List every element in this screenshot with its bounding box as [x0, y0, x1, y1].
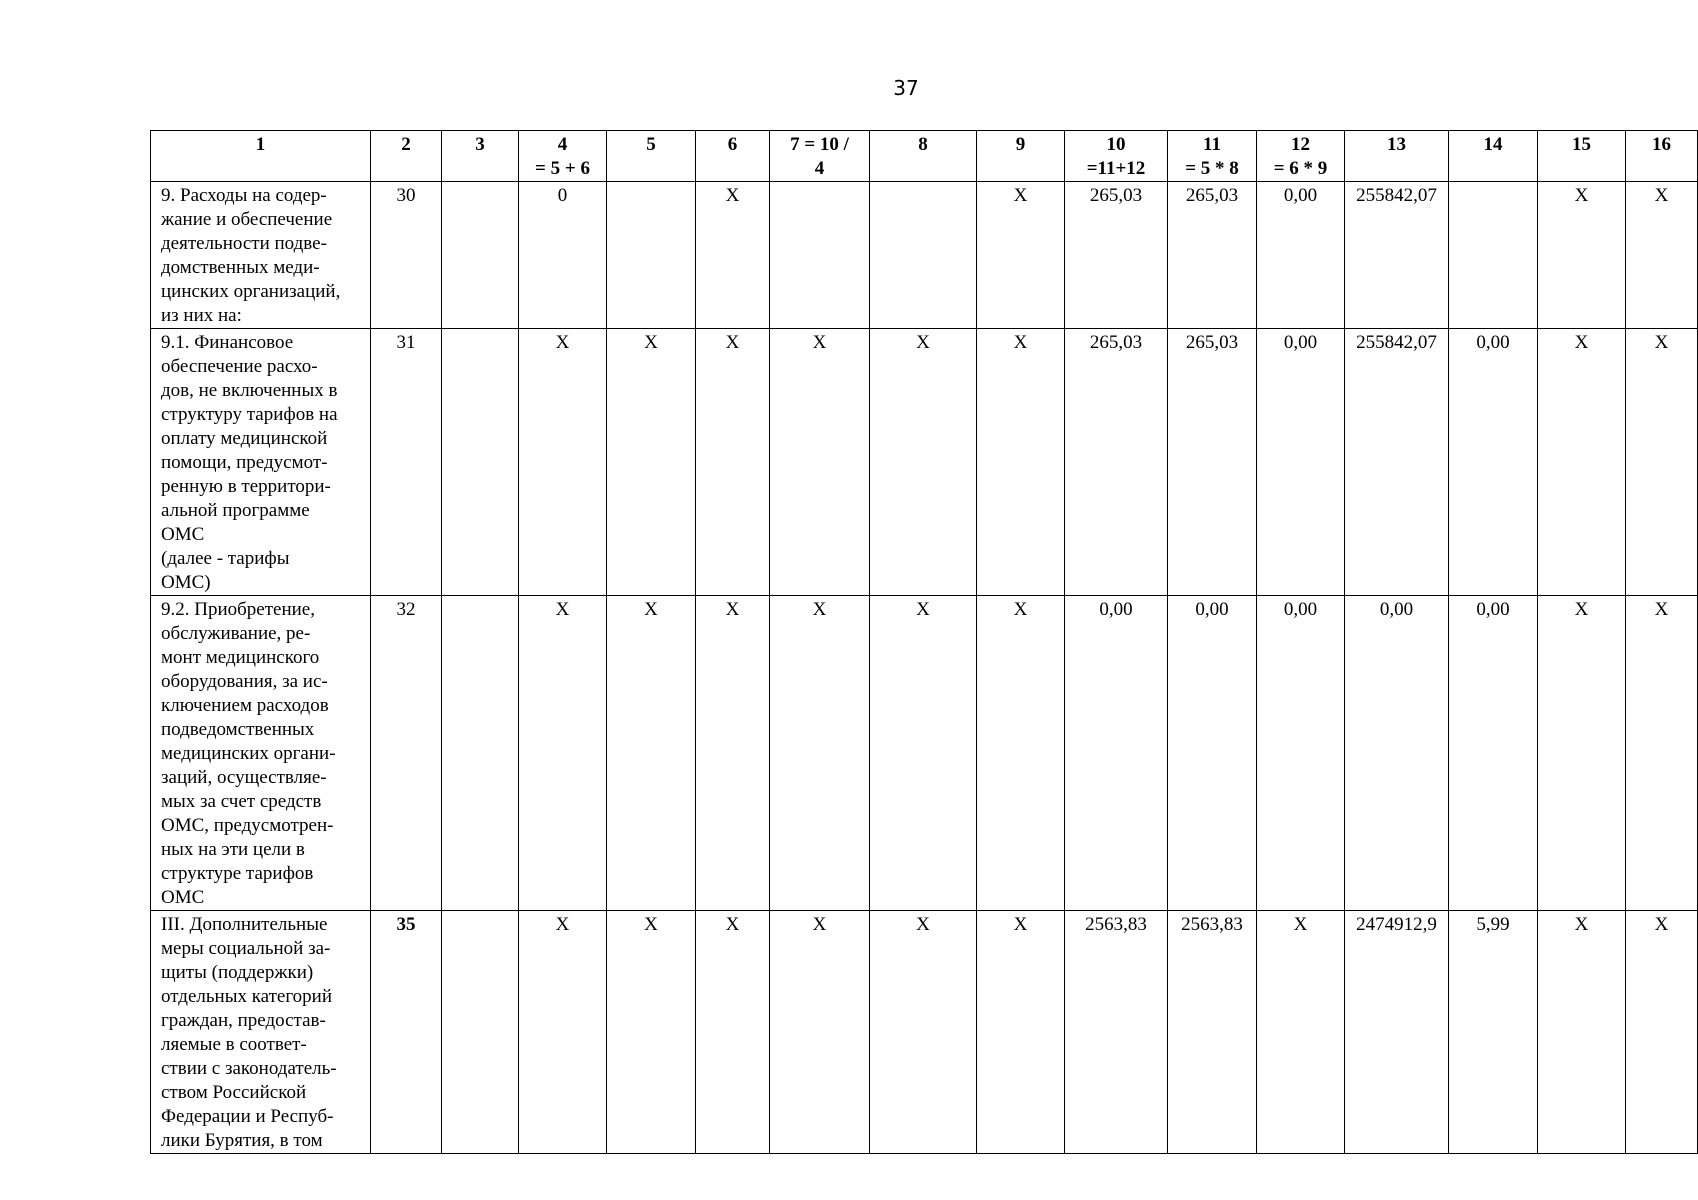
table-cell: 0,00: [1257, 182, 1345, 329]
table-cell: X: [1257, 911, 1345, 1154]
table-cell: X: [770, 596, 870, 911]
table-cell: X: [696, 329, 770, 596]
table-cell: X: [770, 329, 870, 596]
table-cell: 265,03: [1065, 329, 1168, 596]
table-cell: X: [977, 182, 1065, 329]
table-cell: 255842,07: [1345, 182, 1449, 329]
table-cell: 0,00: [1345, 596, 1449, 911]
table-cell: X: [1626, 911, 1698, 1154]
table-cell: 0: [519, 182, 607, 329]
table-cell: X: [977, 911, 1065, 1154]
table-cell: X: [696, 182, 770, 329]
table-cell: X: [870, 911, 977, 1154]
header-cell: 9: [977, 131, 1065, 182]
table-cell: X: [1626, 182, 1698, 329]
table-cell: [607, 182, 696, 329]
table-cell: [442, 182, 519, 329]
table-cell: 0,00: [1257, 596, 1345, 911]
table-cell: 265,03: [1168, 182, 1257, 329]
table-cell: 255842,07: [1345, 329, 1449, 596]
row-code: 35: [371, 911, 442, 1154]
header-cell: 8: [870, 131, 977, 182]
header-cell: 7 = 10 / 4: [770, 131, 870, 182]
table-row: [151, 329, 1698, 596]
table-cell: 265,03: [1168, 329, 1257, 596]
table-cell: [870, 182, 977, 329]
row-code: 31: [371, 329, 442, 596]
header-cell: 13: [1345, 131, 1449, 182]
table-cell: 0,00: [1449, 329, 1538, 596]
table-cell: X: [519, 911, 607, 1154]
row-code: 32: [371, 596, 442, 911]
table-cell: X: [770, 911, 870, 1154]
header-cell: 4 = 5 + 6: [519, 131, 607, 182]
table-cell: X: [696, 911, 770, 1154]
table-cell: X: [696, 596, 770, 911]
header-cell: 12 = 6 * 9: [1257, 131, 1345, 182]
header-cell: 11 = 5 * 8: [1168, 131, 1257, 182]
table-cell: X: [870, 329, 977, 596]
header-cell: 3: [442, 131, 519, 182]
data-table: [150, 130, 1698, 1154]
header-cell: 1: [151, 131, 371, 182]
table-row: [151, 911, 1698, 1154]
header-cell: 16: [1626, 131, 1698, 182]
table-cell: 2563,83: [1065, 911, 1168, 1154]
header-row: [151, 131, 1698, 182]
header-cell: 14: [1449, 131, 1538, 182]
table-cell: 0,00: [1449, 596, 1538, 911]
header-cell: 6: [696, 131, 770, 182]
table-cell: X: [1538, 329, 1626, 596]
table-cell: X: [870, 596, 977, 911]
page-number: 37: [893, 76, 919, 100]
row-label: 9.1. Финансовое обеспечение расхо- дов, не включенных в структуру тарифов на оплату медицинской помощи, предусмот- ренную в территори- альной программе ОМС (далее - тарифы ОМС): [151, 329, 371, 596]
table-cell: X: [519, 329, 607, 596]
table-cell: [442, 911, 519, 1154]
table-cell: 0,00: [1065, 596, 1168, 911]
table-cell: X: [1538, 182, 1626, 329]
table-row: [151, 182, 1698, 329]
table-cell: 2474912,9: [1345, 911, 1449, 1154]
row-label: III. Дополнительные меры социальной за- щиты (поддержки) отдельных категорий граждан, предостав- ляемые в соответ- ствии с законодатель- ством Российской Федерации и Респуб- лики Бурятия, в том: [151, 911, 371, 1154]
table-cell: 5,99: [1449, 911, 1538, 1154]
table-cell: X: [1538, 911, 1626, 1154]
header-cell: 15: [1538, 131, 1626, 182]
table-cell: X: [607, 911, 696, 1154]
table-cell: 265,03: [1065, 182, 1168, 329]
header-cell: 5: [607, 131, 696, 182]
header-cell: 2: [371, 131, 442, 182]
table-cell: 0,00: [1168, 596, 1257, 911]
table-cell: X: [1538, 596, 1626, 911]
table-cell: [770, 182, 870, 329]
table-cell: [442, 596, 519, 911]
table-cell: 2563,83: [1168, 911, 1257, 1154]
table-cell: [442, 329, 519, 596]
row-label: 9.2. Приобретение, обслуживание, ре- монт медицинского оборудования, за ис- ключением расходов подведомственных медицинских органи- заций, осуществляе- мых за счет средств ОМС, предусмотрен- ных на эти цели в структуре тарифов ОМС: [151, 596, 371, 911]
table-row: [151, 596, 1698, 911]
table-cell: [1449, 182, 1538, 329]
table-cell: X: [1626, 596, 1698, 911]
header-cell: 10 =11+12: [1065, 131, 1168, 182]
table-cell: 0,00: [1257, 329, 1345, 596]
table-cell: X: [607, 596, 696, 911]
table-cell: X: [519, 596, 607, 911]
row-label: 9. Расходы на содер- жание и обеспечение деятельности подве- домственных меди- цинских организаций, из них на:: [151, 182, 371, 329]
table-cell: X: [607, 329, 696, 596]
row-code: 30: [371, 182, 442, 329]
table-cell: X: [977, 596, 1065, 911]
table-cell: X: [1626, 329, 1698, 596]
table-cell: X: [977, 329, 1065, 596]
